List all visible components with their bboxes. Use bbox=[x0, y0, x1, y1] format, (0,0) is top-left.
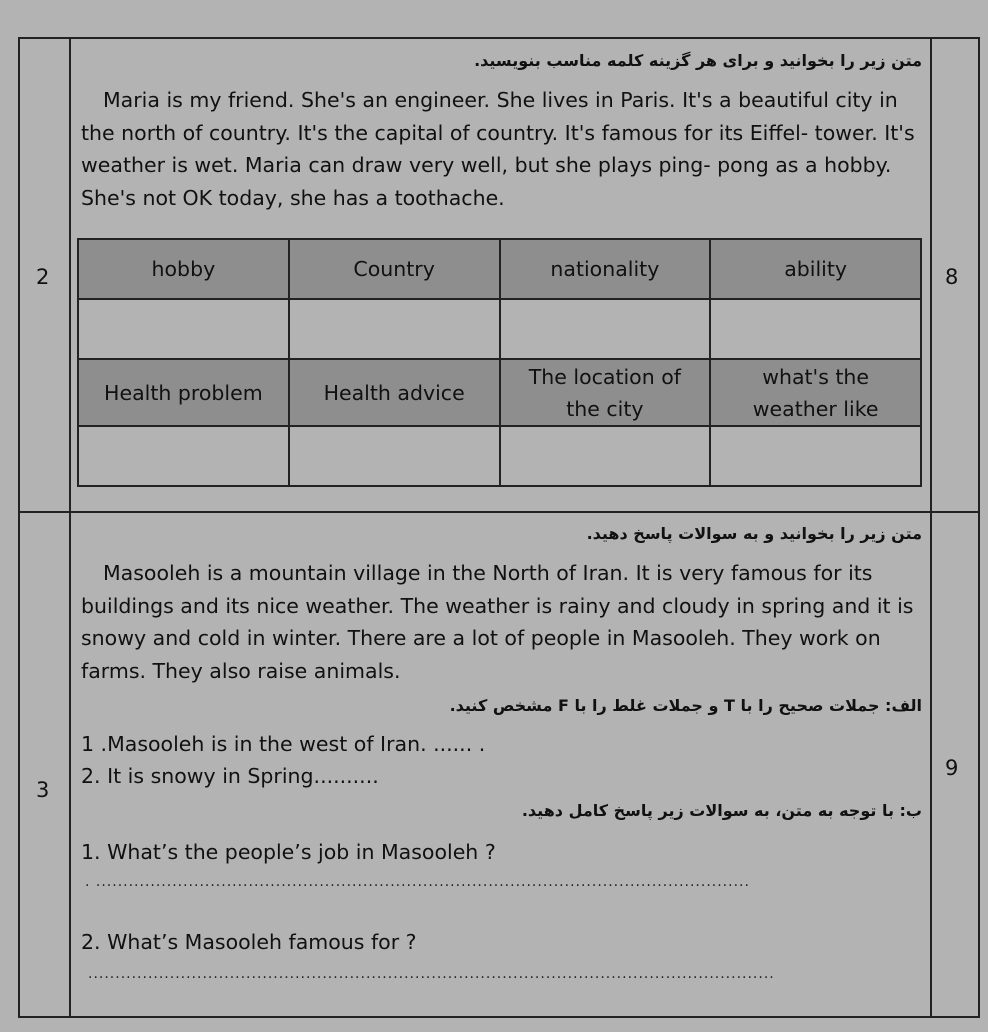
score-q2: 8 bbox=[945, 265, 959, 289]
true-false-item-2: 2. It is snowy in Spring.......... bbox=[81, 764, 379, 788]
score-q3: 9 bbox=[945, 756, 959, 780]
question-1: 1. What’s the people’s job in Masooleh ? bbox=[81, 840, 496, 864]
answer-cell-ability[interactable] bbox=[710, 299, 921, 359]
answer-line-1[interactable]: . ........................................................................................................................ bbox=[85, 874, 750, 890]
question-2: 2. What’s Masooleh famous for ? bbox=[81, 930, 417, 954]
q3-part-a-instruction: الف: جملات صحیح را با T و جملات غلط را با F مشخص کنید. bbox=[449, 696, 922, 715]
row-number-2: 2 bbox=[36, 265, 50, 289]
header-city-location: The location of the city bbox=[500, 359, 711, 426]
answer-cell-hobby[interactable] bbox=[78, 299, 289, 359]
q3-part-b-instruction: ب: با توجه به متن، به سوالات زیر پاسخ کامل دهید. bbox=[521, 801, 922, 820]
answer-cell-health-advice[interactable] bbox=[289, 426, 500, 486]
row-divider bbox=[18, 511, 980, 513]
header-hobby: hobby bbox=[78, 239, 289, 299]
answer-cell-country[interactable] bbox=[289, 299, 500, 359]
row-number-3: 3 bbox=[36, 778, 50, 802]
answer-cell-weather[interactable] bbox=[710, 426, 921, 486]
header-ability: ability bbox=[710, 239, 921, 299]
answer-cell-health-problem[interactable] bbox=[78, 426, 289, 486]
answer-line-2[interactable]: .............................................................................................................................. bbox=[88, 966, 775, 982]
answer-cell-nationality[interactable] bbox=[500, 299, 711, 359]
q2-passage: Maria is my friend. She's an engineer. She lives in Paris. It's a beautiful city in the north of country. It's the capital of country. It's famous for its Eiffel- tower. It's weather is wet. Maria can draw very well, but she plays ping- pong as a hobby. She's not OK today, she has a toothache. bbox=[81, 88, 915, 210]
q2-instruction: متن زیر را بخوانید و برای هر گزینه کلمه مناسب بنویسید. bbox=[474, 51, 922, 70]
answer-cell-city-location[interactable] bbox=[500, 426, 711, 486]
q3-passage: Masooleh is a mountain village in the North of Iran. It is very famous for its buildings and its nice weather. The weather is rainy and cloudy in spring and it is snowy and cold in winter. There are a lot of people in Masooleh. They work on farms. They also raise animals. bbox=[81, 561, 914, 683]
q2-answer-table bbox=[77, 238, 922, 487]
header-weather: what's the weather like bbox=[710, 359, 921, 426]
q3-instruction: متن زیر را بخوانید و به سوالات پاسخ دهید. bbox=[586, 524, 922, 543]
left-column-divider bbox=[69, 37, 71, 1018]
header-health-advice: Health advice bbox=[289, 359, 500, 426]
header-nationality: nationality bbox=[500, 239, 711, 299]
true-false-item-1: 1 .Masooleh is in the west of Iran. ...... . bbox=[81, 732, 486, 756]
header-country: Country bbox=[289, 239, 500, 299]
right-column-divider bbox=[930, 37, 932, 1018]
header-health-problem: Health problem bbox=[78, 359, 289, 426]
